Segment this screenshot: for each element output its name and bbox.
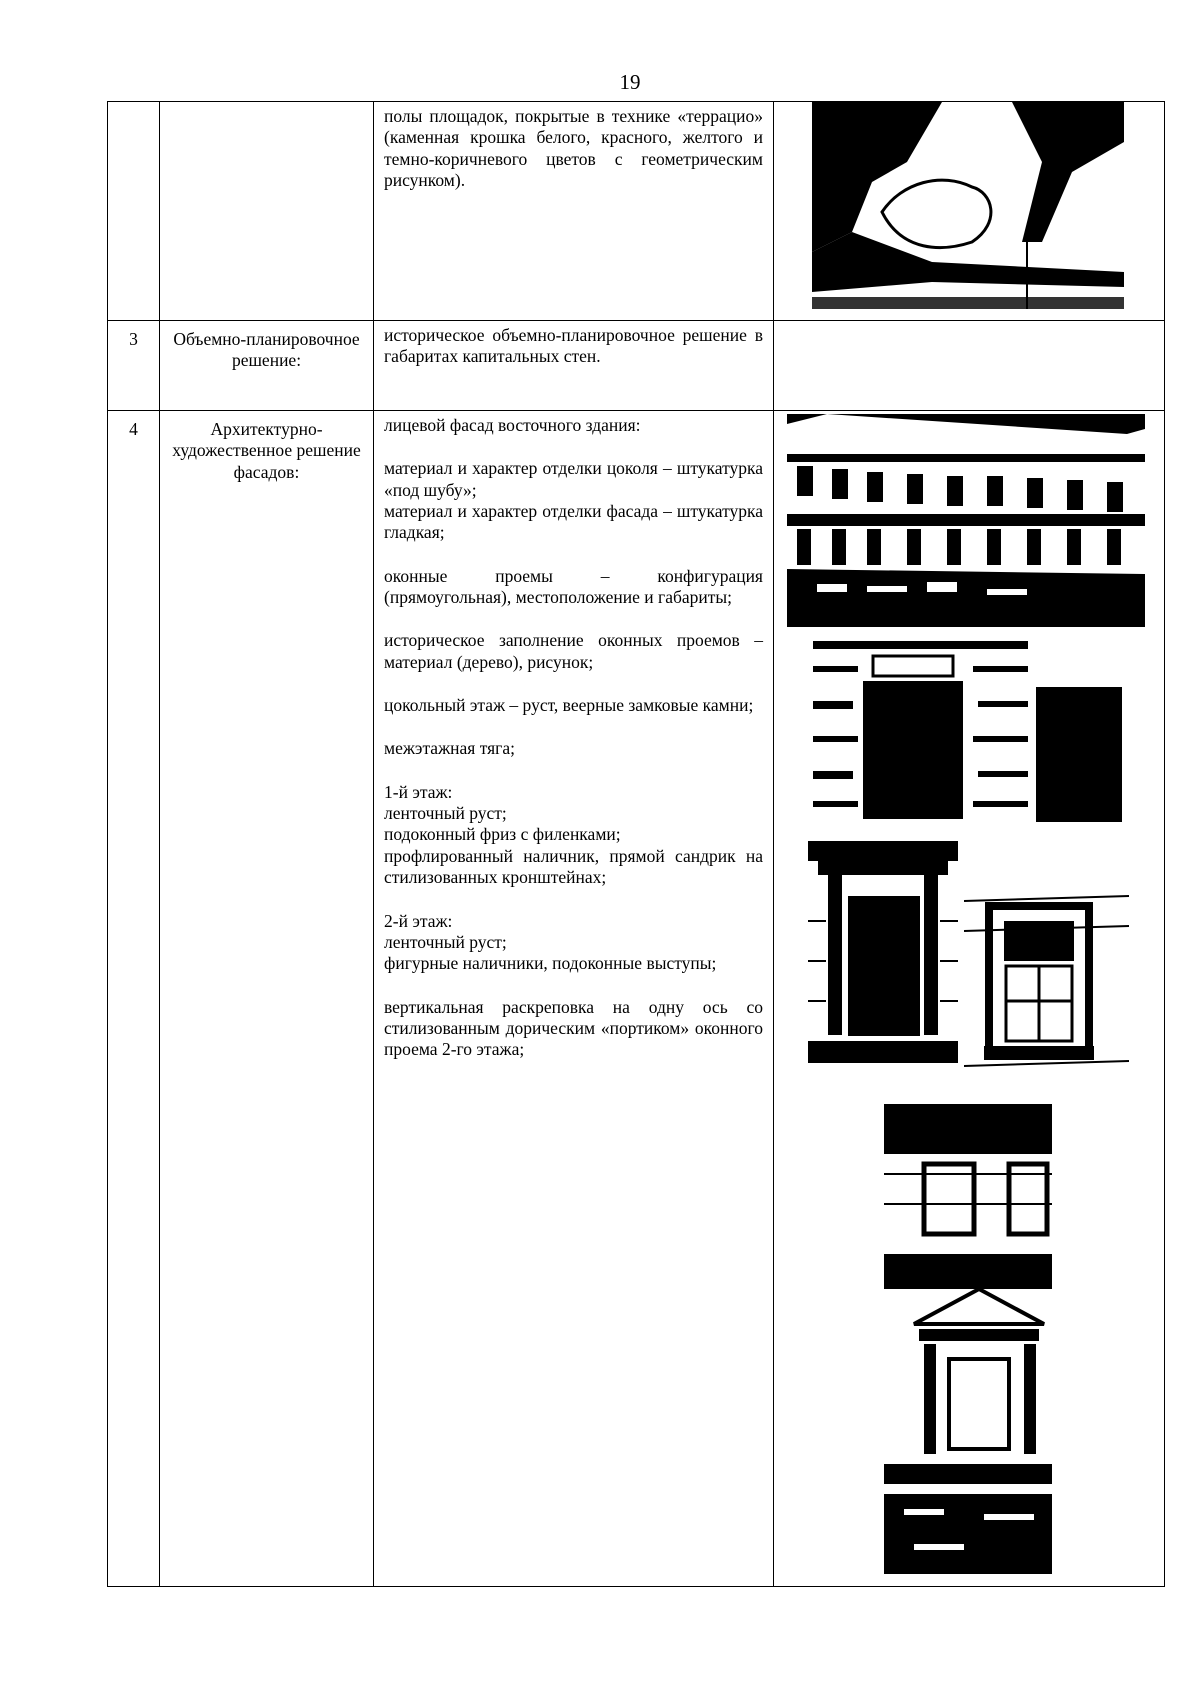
photo-cell [774, 102, 1165, 321]
description-paragraph: историческое заполнение оконных проемов – материал (дерево), рисунок; [384, 630, 763, 672]
description-paragraph: 1-й этаж: [384, 781, 453, 802]
row-number: 3 [108, 321, 160, 411]
first-floor-window-photo [808, 841, 958, 1089]
row-description [374, 411, 774, 1587]
description-paragraph: вертикальная раскреповка на одну ось со стилизованным дорическим «портиком» оконного проема 2-го этажа; [384, 996, 763, 1060]
table-row [108, 102, 1165, 321]
description-paragraph: фигурные наличники, подоконные выступы; [384, 953, 717, 974]
description-paragraph: полы площадок, покрытые в технике «террацио» (каменная крошка белого, красного, желтого и темно-коричневого цветов с геометрическим рисунком). [384, 106, 763, 191]
window-filling-photo [1036, 687, 1122, 822]
row-number: 4 [108, 411, 160, 1587]
heritage-features-table [107, 101, 1165, 1587]
description-paragraph: цокольный этаж – руст, веерные замковые камни; [384, 695, 754, 716]
row-name: Архитектурно-художественное решение фасадов: [160, 411, 374, 1587]
description-paragraph: материал и характер отделки цоколя – штукатурка «под шубу»; [384, 458, 763, 500]
row-name [160, 102, 374, 321]
window-detail-photo [813, 641, 1028, 819]
row-name: Объемно-планировочное решение: [160, 321, 374, 411]
photo-cell [774, 321, 1165, 411]
row-description [374, 321, 774, 411]
description-paragraph: материал и характер отделки фасада – штукатурка гладкая; [384, 501, 763, 543]
description-paragraph: лицевой фасад восточного здания: [384, 415, 641, 435]
table-row [108, 321, 1165, 411]
photo-cell [774, 411, 1165, 1587]
table-row [108, 411, 1165, 1587]
description-paragraph: профлированный наличник, прямой сандрик на стилизованных кронштейнах; [384, 845, 763, 888]
description-paragraph: оконные проемы – конфигурация (прямоугольная), местоположение и габариты; [384, 565, 763, 608]
description-paragraph: подоконный фриз с филенками; [384, 824, 621, 845]
description-paragraph: 2-й этаж: [384, 910, 453, 931]
description-paragraph: историческое объемно-планировочное решение в габаритах капитальных стен. [384, 325, 763, 367]
facade-photo [787, 414, 1145, 627]
row-description [374, 102, 774, 321]
row-number [108, 102, 160, 321]
description-paragraph: межэтажная тяга; [384, 738, 515, 759]
description-paragraph: ленточный руст; [384, 931, 507, 952]
terrazzo-floor-photo [812, 102, 1124, 309]
portico-window-photo [884, 1104, 1052, 1574]
description-paragraph: ленточный руст; [384, 803, 507, 824]
second-floor-window-photo [964, 886, 1129, 1089]
page-number: 19 [619, 70, 641, 94]
